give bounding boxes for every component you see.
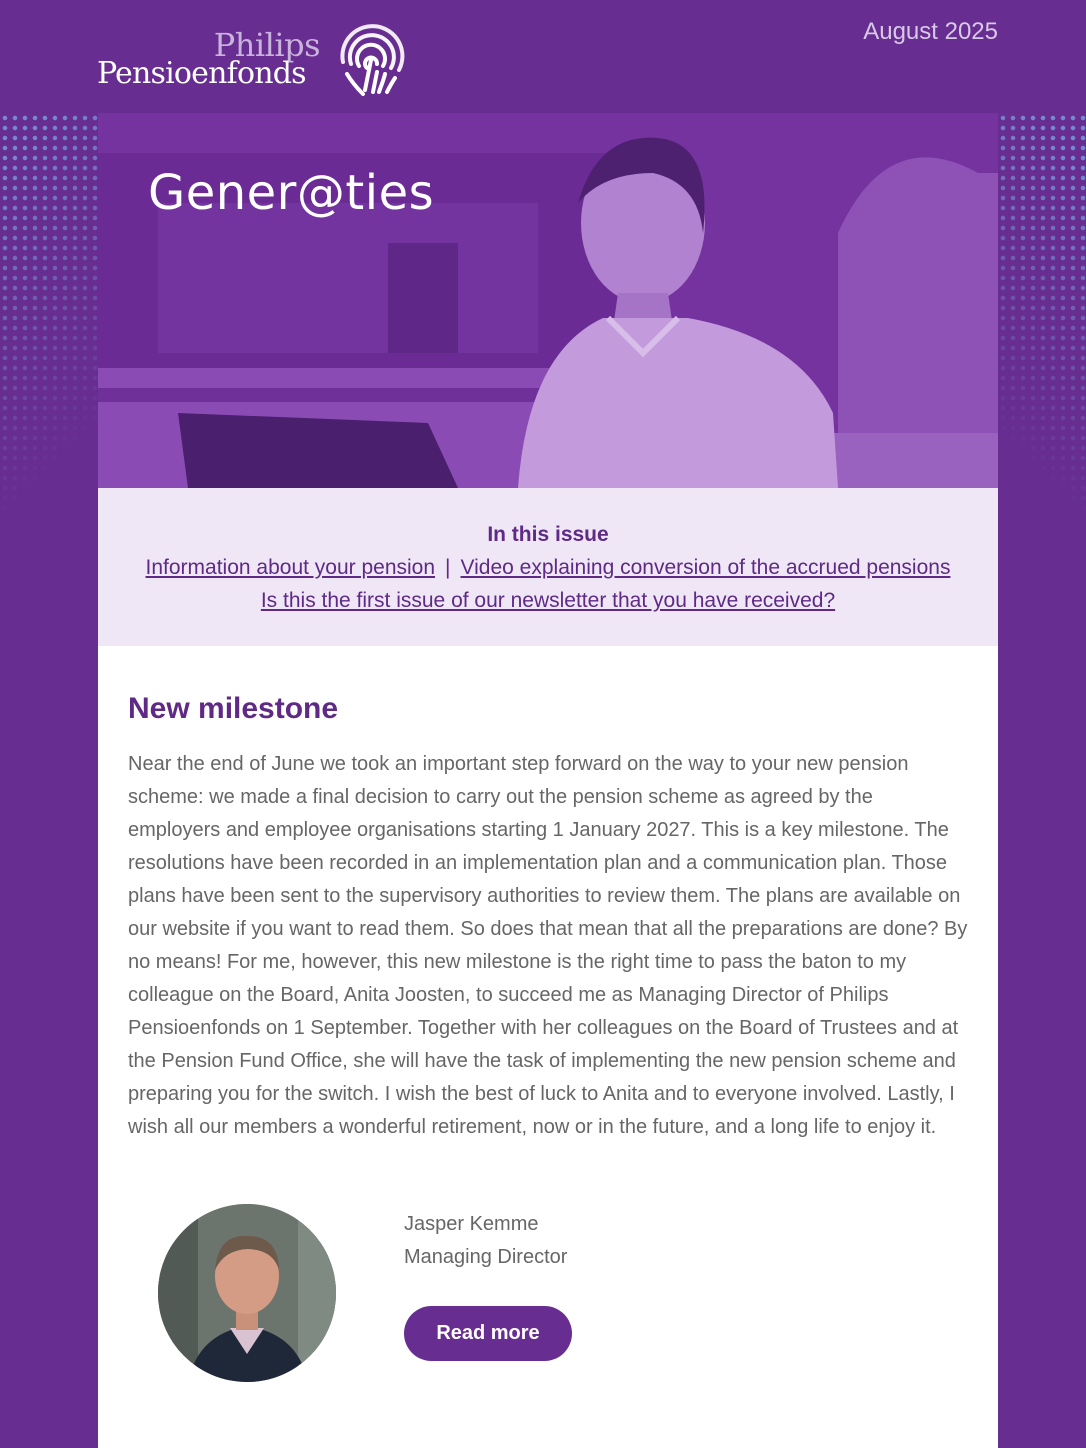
toc-row-1 bbox=[98, 556, 998, 580]
article-title: New milestone bbox=[128, 692, 339, 725]
issue-date: August 2025 bbox=[863, 18, 998, 45]
fingerprint-icon bbox=[333, 12, 411, 96]
in-this-issue-section bbox=[98, 488, 998, 646]
author-portrait bbox=[158, 1204, 336, 1382]
article-section bbox=[98, 646, 998, 1448]
toc-row-2 bbox=[98, 589, 998, 613]
newsletter-title: Gener@ties bbox=[148, 165, 435, 221]
decorative-dots-right bbox=[988, 113, 1086, 533]
author-name: Jasper Kemme bbox=[404, 1213, 539, 1235]
toc-link-first-issue[interactable]: Is this the first issue of our newsletter that you have received? bbox=[260, 589, 836, 612]
toc-heading: In this issue bbox=[487, 523, 609, 546]
toc-link-conversion-video[interactable]: Video explaining conversion of the accrued pensions bbox=[460, 556, 951, 579]
article-body: Near the end of June we took an important step forward on the way to your new pension scheme: we made a final decision to carry out the pension scheme as agreed by the employers and employee organisations starting 1 January 2027. This is a key milestone. The resolutions have been recorded in an implementation plan and a communication plan. Those plans have been sent to the supervisory authorities to review them. The plans are available on our website if you want to read them. So does that mean that all the preparations are done? By no means! For me, however, this new milestone is the right time to pass the baton to my colleague on the Board, Anita Joosten, to succeed me as Managing Director of Philips Pensioenfonds on 1 September. Together with her colleagues on the Board of Trustees and at the Pension Fund Office, she will have the task of implementing the new pension scheme and preparing you for the switch. I wish the best of luck to Anita and to everyone involved. Lastly, I wish all our members a wonderful retirement, now or in the future, and a long life to enjoy it. bbox=[128, 753, 968, 1138]
author-avatar bbox=[158, 1204, 336, 1382]
logo-text-philips: Philips bbox=[213, 26, 320, 64]
read-more-button[interactable]: Read more bbox=[404, 1306, 572, 1361]
newsletter-header bbox=[0, 0, 1086, 113]
decorative-dots-left bbox=[0, 113, 98, 533]
author-role: Managing Director bbox=[404, 1246, 568, 1268]
toc-separator: | bbox=[445, 556, 451, 579]
logo-text-pensioenfonds: Pensioenfonds bbox=[97, 56, 306, 91]
philips-pensioenfonds-logo[interactable] bbox=[97, 12, 417, 100]
hero-banner bbox=[98, 113, 998, 488]
toc-link-pension-info[interactable]: Information about your pension bbox=[145, 556, 436, 579]
